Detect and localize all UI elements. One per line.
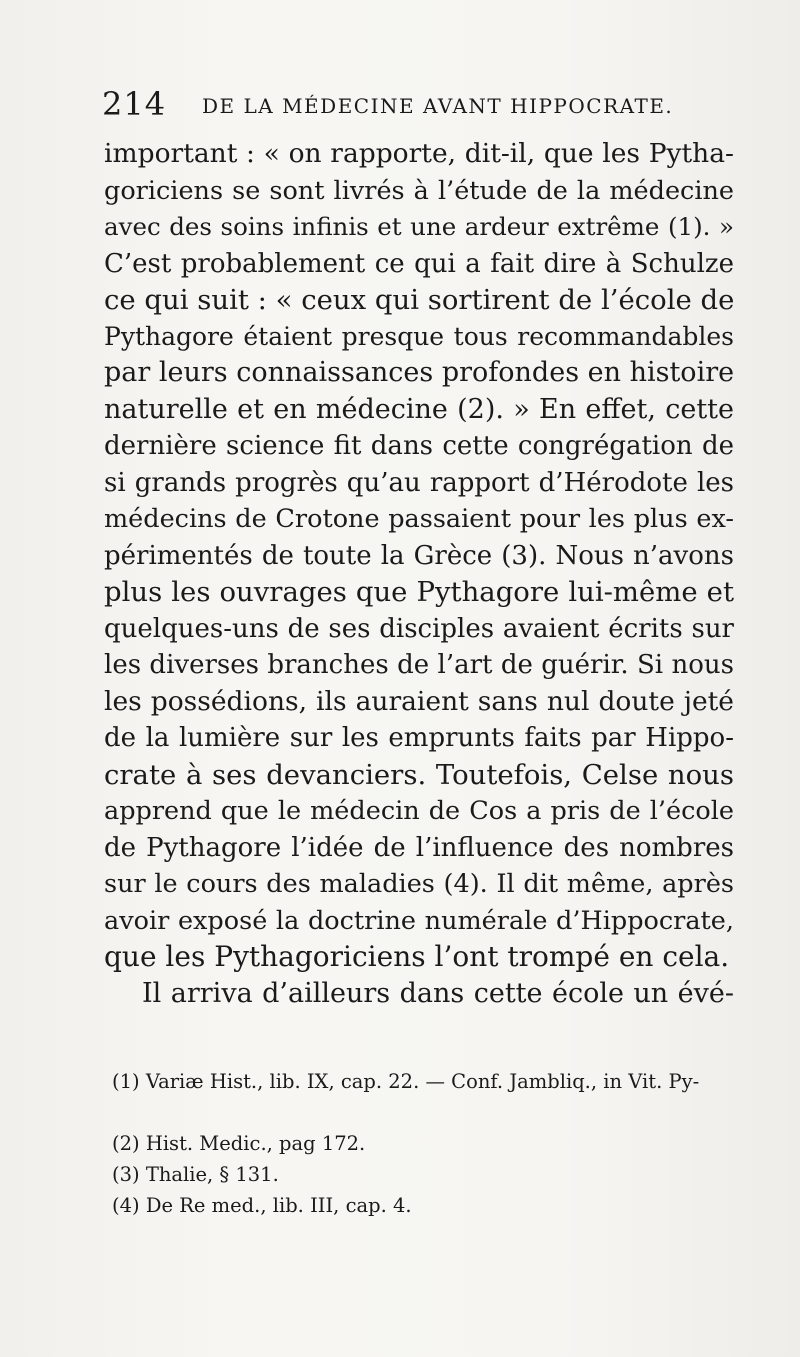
text-line: avec des soins infinis et une ardeur extrême (1). » [104,212,734,241]
paragraph-start-line: Il arriva d’ailleurs dans cette école un évé- [142,977,734,1009]
footnote-1-continuation [104,1097,752,1128]
footnote-1: (1) Variæ Hist., lib. IX, cap. 22. — Conf. Jambliq., in Vit. Py- [112,1070,700,1093]
text-line: goriciens se sont livrés à l’étude de la médecine [104,175,734,206]
text-line: les possédions, ils auraient sans nul doute jeté [104,685,734,717]
text-line: crate à ses devanciers. Toutefois, Celse nous [104,758,734,791]
footnote-2: (2) Hist. Medic., pag 172. [112,1132,366,1155]
text-line: de la lumière sur les emprunts faits par Hippo- [104,723,734,753]
page-number: 214 [102,85,167,123]
text-line: les diverses branches de l’art de guérir. Si nous [104,650,734,680]
text-line: ce qui suit : « ceux qui sortirent de l’école de [104,284,735,316]
text-line: par leurs connaissances profondes en histoire [104,357,735,388]
text-line: Pythagore étaient presque tous recommandables [104,321,734,351]
text-line: dernière science fit dans cette congrégation de [104,431,734,461]
paragraph-end-line: que les Pythagoriciens l’ont trompé en cela. [104,940,730,973]
text-line: plus les ouvrages que Pythagore lui-même et [104,576,734,608]
footnotes [112,1066,752,1221]
text-line: important : « on rapporte, dit-il, que les Pytha- [104,138,734,169]
text-line: si grands progrès qu’au rapport d’Hérodote les [104,467,734,498]
text-line: sur le cours des maladies (4). Il dit même, après [104,869,734,899]
text-line: avoir exposé la doctrine numérale d’Hippocrate, [104,905,734,936]
body-text [104,136,734,1012]
running-header [102,82,742,126]
text-line: médecins de Crotone passaient pour les plus ex- [104,504,734,534]
text-line: de Pythagore l’idée de l’influence des nombres [104,832,734,863]
text-line: C’est probablement ce qui a fait dire à Schulze [104,248,734,279]
footnote-3: (3) Thalie, § 131. [112,1163,279,1186]
text-line: périmentés de toute la Grèce (3). Nous n’avons [104,540,734,571]
text-line: apprend que le médecin de Cos a pris de l’école [104,796,734,826]
running-title: DE LA MÉDECINE AVANT HIPPOCRATE. [202,94,674,118]
footnote-4: (4) De Re med., lib. III, cap. 4. [112,1194,412,1217]
text-line: naturelle et en médecine (2). » En effet, cette [104,393,734,425]
text-line: quelques-uns de ses disciples avaient écrits sur [104,613,734,644]
